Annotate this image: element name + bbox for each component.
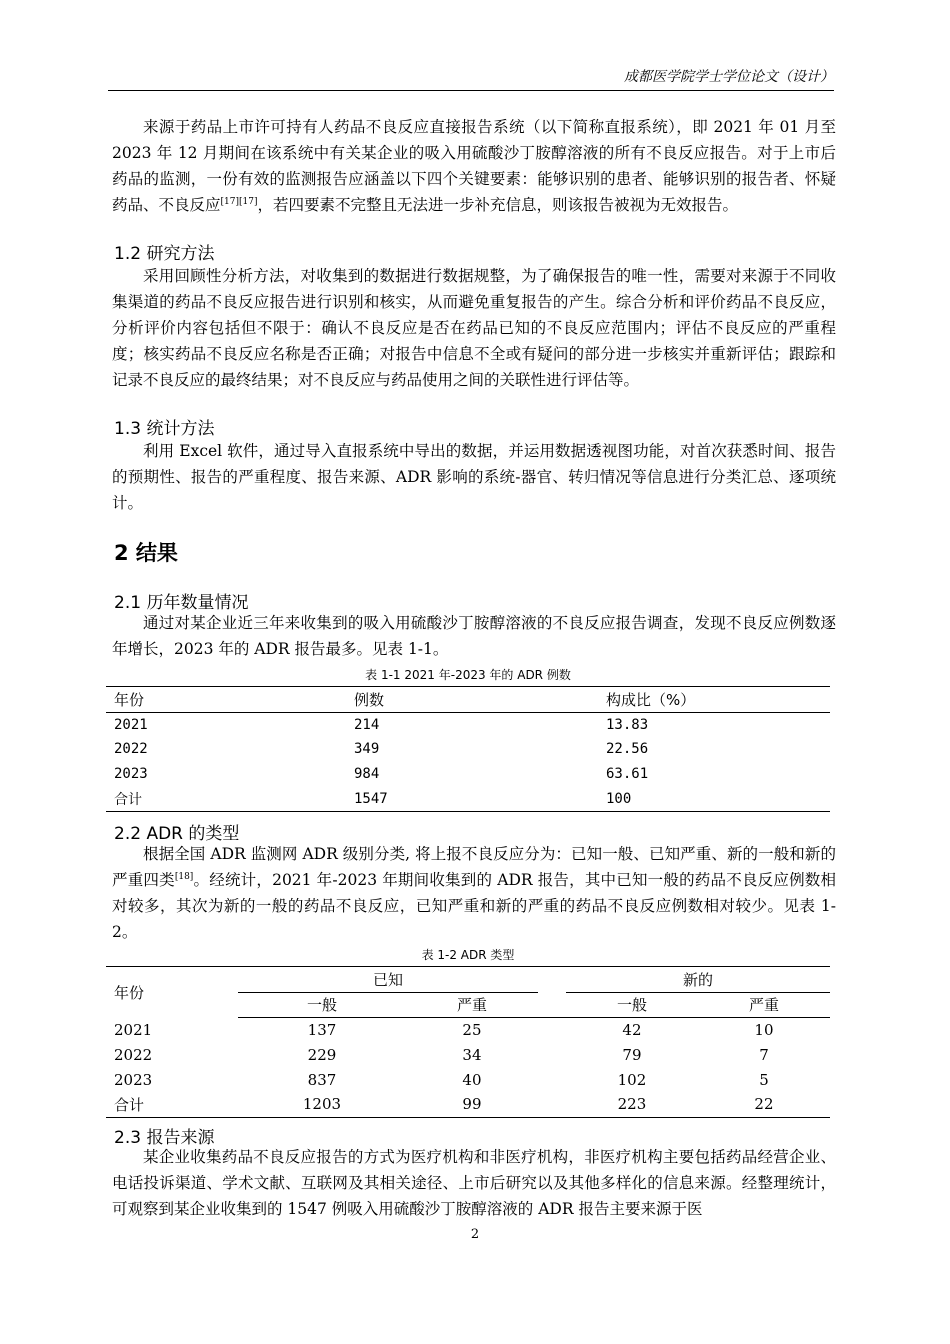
cell-new-general: 102 xyxy=(617,1070,647,1089)
cell-count: 214 xyxy=(354,716,380,733)
heading-2-1: 2.1 历年数量情况 xyxy=(114,593,249,613)
group-header-new: 新的 xyxy=(566,967,830,993)
cell-new-serious: 22 xyxy=(754,1095,774,1114)
cell-ratio: 22.56 xyxy=(606,741,649,758)
cell-new-general: 42 xyxy=(622,1021,642,1040)
cell-ratio: 63.61 xyxy=(606,766,649,783)
table-row xyxy=(106,1018,830,1043)
paragraph-methods: 采用回顾性分析方法，对收集到的数据进行数据规整，为了确保报告的唯一性，需要对来源于不同收集渠道的药品不良反应报告进行识别和核实，从而避免重复报告的产生。综合分析和评价药品不良反应，分析评价内容包括但不限于：确认不良反应是否在药品已知的不良反应范围内；评估不良反应的严重程度；核实药品不良反应名称是否正确；对报告中信息不全或有疑问的部分进一步核实并重新评估；跟踪和记录不良反应的最终结果；对不良反应与药品使用之间的关联性进行评估等。 xyxy=(112,267,836,389)
table-row xyxy=(106,1067,830,1092)
paragraph-yearly: 通过对某企业近三年来收集到的吸入用硫酸沙丁胺醇溶液的不良反应报告调查，发现不良反应例数逐年增长，2023 年的 ADR 报告最多。见表 1-1。 xyxy=(112,614,836,658)
subheader-new-general: 一般 xyxy=(566,992,698,1018)
cell-known-serious: 40 xyxy=(462,1070,482,1089)
subheader-new-serious: 严重 xyxy=(698,992,830,1018)
col-header-year: 年份 xyxy=(114,983,145,1002)
cell-year: 2022 xyxy=(114,741,148,758)
citation-17: [17][17] xyxy=(220,196,258,207)
cell-year: 2023 xyxy=(114,1070,153,1089)
page-number: 2 xyxy=(470,1227,480,1242)
cell-year: 合计 xyxy=(114,1095,145,1114)
table-row xyxy=(106,737,830,762)
table-row xyxy=(106,1043,830,1068)
col-header-count: 例数 xyxy=(346,687,598,713)
header-rule xyxy=(108,90,834,91)
cell-known-serious: 34 xyxy=(462,1046,482,1065)
heading-1-3: 1.3 统计方法 xyxy=(114,419,215,439)
citation-18: [18] xyxy=(174,871,194,882)
cell-ratio: 13.83 xyxy=(606,716,649,733)
subheader-known-general: 一般 xyxy=(238,992,406,1018)
cell-known-general: 229 xyxy=(307,1046,337,1065)
table-group-header-row xyxy=(106,967,830,993)
cell-new-serious: 5 xyxy=(759,1070,769,1089)
cell-known-general: 1203 xyxy=(302,1095,342,1114)
cell-year: 2021 xyxy=(114,716,148,733)
table-adr-types xyxy=(106,966,830,1118)
table-adr-counts xyxy=(106,686,830,812)
col-header-ratio: 构成比（%） xyxy=(598,687,830,713)
heading-2: 2 结果 xyxy=(114,541,178,565)
p1-text-end: ，若四要素不完整且无法进一步补充信息，则该报告被视为无效报告。 xyxy=(257,196,738,214)
table1-caption: 表 1-1 2021 年-2023 年的 ADR 例数 xyxy=(365,668,571,682)
cell-count: 984 xyxy=(354,766,380,783)
heading-2-2: 2.2 ADR 的类型 xyxy=(114,824,240,844)
paragraph-data-source xyxy=(112,114,836,218)
cell-known-serious: 99 xyxy=(462,1095,482,1114)
paragraph-statistics: 利用 Excel 软件，通过导入直报系统中导出的数据，并运用数据透视图功能，对首次获悉时间、报告的预期性、报告的严重程度、报告来源、ADR 影响的系统-器官、转归情况等信息进行分类汇总、逐项统计。 xyxy=(112,442,836,512)
subheader-known-serious: 严重 xyxy=(406,992,538,1018)
cell-year: 2023 xyxy=(114,766,148,783)
table-row xyxy=(106,762,830,787)
p1-text: 来源于药品上市许可持有人药品不良反应直接报告系统（以下简称直报系统），即 2021 年 01 月至 2023 年 12 月期间在该系统中有关某企业的吸入用硫酸沙丁胺醇溶液的所有不良反应报告。对于上市后药品的监测，一份有效的监测报告应涵盖以下四个关键要素：能够识别的患者、能够识别的报告者、怀疑药品、不良反应 xyxy=(112,118,836,214)
cell-known-serious: 25 xyxy=(462,1021,482,1040)
paragraph-report-source: 某企业收集药品不良反应报告的方式为医疗机构和非医疗机构，非医疗机构主要包括药品经营企业、电话投诉渠道、学术文献、互联网及其相关途径、上市后研究以及其他多样化的信息来源。经整理统计，可观察到某企业收集到的 1547 例吸入用硫酸沙丁胺醇溶液的 ADR 报告主要来源于医 xyxy=(112,1148,836,1218)
heading-2-3: 2.3 报告来源 xyxy=(114,1128,215,1148)
group-header-known: 已知 xyxy=(238,967,538,993)
table2-caption: 表 1-2 ADR 类型 xyxy=(421,948,515,962)
cell-year: 2021 xyxy=(114,1021,153,1040)
table-header-row xyxy=(106,687,830,713)
table-row xyxy=(106,1092,830,1117)
cell-year: 2022 xyxy=(114,1046,153,1065)
cell-new-general: 223 xyxy=(617,1095,647,1114)
p5-text: 根据全国 ADR 监测网 ADR 级别分类, 将上报不良反应分为：已知一般、已知严重、新的一般和新的严重四类 xyxy=(112,845,836,889)
table-row xyxy=(106,712,830,737)
cell-new-serious: 7 xyxy=(759,1046,769,1065)
cell-new-serious: 10 xyxy=(754,1021,774,1040)
cell-known-general: 837 xyxy=(307,1070,337,1089)
cell-count: 1547 xyxy=(354,790,388,807)
cell-known-general: 137 xyxy=(307,1021,337,1040)
cell-new-general: 79 xyxy=(622,1046,642,1065)
col-header-year: 年份 xyxy=(106,687,346,713)
heading-1-2: 1.2 研究方法 xyxy=(114,244,215,264)
paragraph-adr-types xyxy=(112,841,836,945)
cell-year: 合计 xyxy=(114,791,142,808)
cell-ratio: 100 xyxy=(606,790,632,807)
p5-text-end: 。经统计，2021 年-2023 年期间收集到的 ADR 报告，其中已知一般的药品不良反应例数相对较多，其次为新的一般的药品不良反应，已知严重和新的严重的药品不良反应例数相对较少。见表 1-2。 xyxy=(112,871,836,941)
cell-count: 349 xyxy=(354,741,380,758)
table-row xyxy=(106,786,830,811)
running-header: 成都医学院学士学位论文（设计） xyxy=(624,69,834,85)
